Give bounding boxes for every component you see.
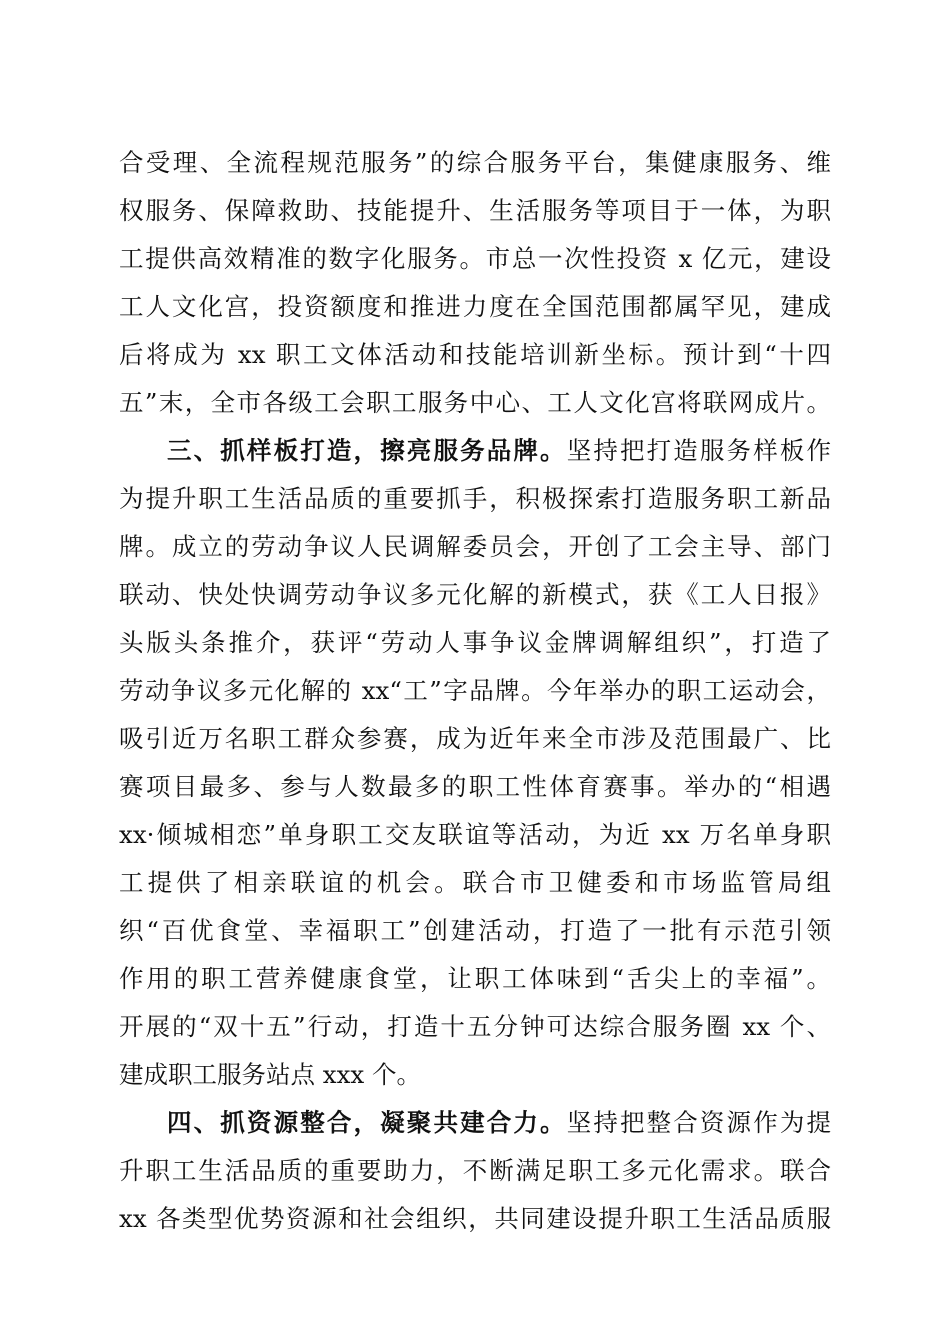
text-line: 合受理、全流程规范服务”的综合服务平台，集健康服务、维 [119, 148, 831, 177]
text-line: xx 各类型优势资源和社会组织，共同建设提升职工生活品质服 [119, 1204, 831, 1233]
text-span: 坚持把打造服务样板作 [566, 436, 831, 465]
section-heading: 四、抓资源整合，凝聚共建合力。 [167, 1108, 567, 1137]
text-line: 权服务、保障救助、技能提升、生活服务等项目于一体，为职 [119, 196, 831, 225]
text-line: 头版头条推介，获评“劳动人事争议金牌调解组织”，打造了 [119, 628, 831, 657]
text-line: 五”末，全市各级工会职工服务中心、工人文化宫将联网成片。 [119, 388, 831, 417]
paragraph-first-line [167, 1103, 831, 1143]
text-line: 吸引近万名职工群众参赛，成为近年来全市涉及范围最广、比 [119, 724, 831, 753]
text-line: 开展的“双十五”行动，打造十五分钟可达综合服务圈 xx 个、 [119, 1012, 831, 1041]
text-line: xx·倾城相恋”单身职工交友联谊等活动，为近 xx 万名单身职 [119, 820, 831, 849]
text-line: 升职工生活品质的重要助力，不断满足职工多元化需求。联合 [119, 1156, 831, 1185]
text-line: 赛项目最多、参与人数最多的职工性体育赛事。举办的“相遇 [119, 772, 831, 801]
text-line: 建成职工服务站点 xxx 个。 [119, 1060, 422, 1089]
text-line: 为提升职工生活品质的重要抓手，积极探索打造服务职工新品 [119, 484, 831, 513]
text-line: 作用的职工营养健康食堂，让职工体味到“舌尖上的幸福”。 [119, 964, 831, 993]
text-line: 后将成为 xx 职工文体活动和技能培训新坐标。预计到“十四 [119, 340, 831, 369]
text-line: 工提供了相亲联谊的机会。联合市卫健委和市场监管局组 [119, 868, 831, 897]
text-line: 工提供高效精准的数字化服务。市总一次性投资 x 亿元，建设 [119, 244, 831, 273]
text-span: 坚持把整合资源作为提 [566, 1108, 831, 1137]
section-heading: 三、抓样板打造，擦亮服务品牌。 [167, 436, 567, 465]
text-line: 牌。成立的劳动争议人民调解委员会，开创了工会主导、部门 [119, 532, 831, 561]
text-line: 工人文化宫，投资额度和推进力度在全国范围都属罕见，建成 [119, 292, 831, 321]
paragraph-first-line [167, 431, 831, 471]
text-line: 联动、快处快调劳动争议多元化解的新模式，获《工人日报》 [119, 580, 831, 609]
text-line: 织“百优食堂、幸福职工”创建活动，打造了一批有示范引领 [119, 916, 831, 945]
text-line: 劳动争议多元化解的 xx“工”字品牌。今年举办的职工运动会， [119, 676, 831, 705]
